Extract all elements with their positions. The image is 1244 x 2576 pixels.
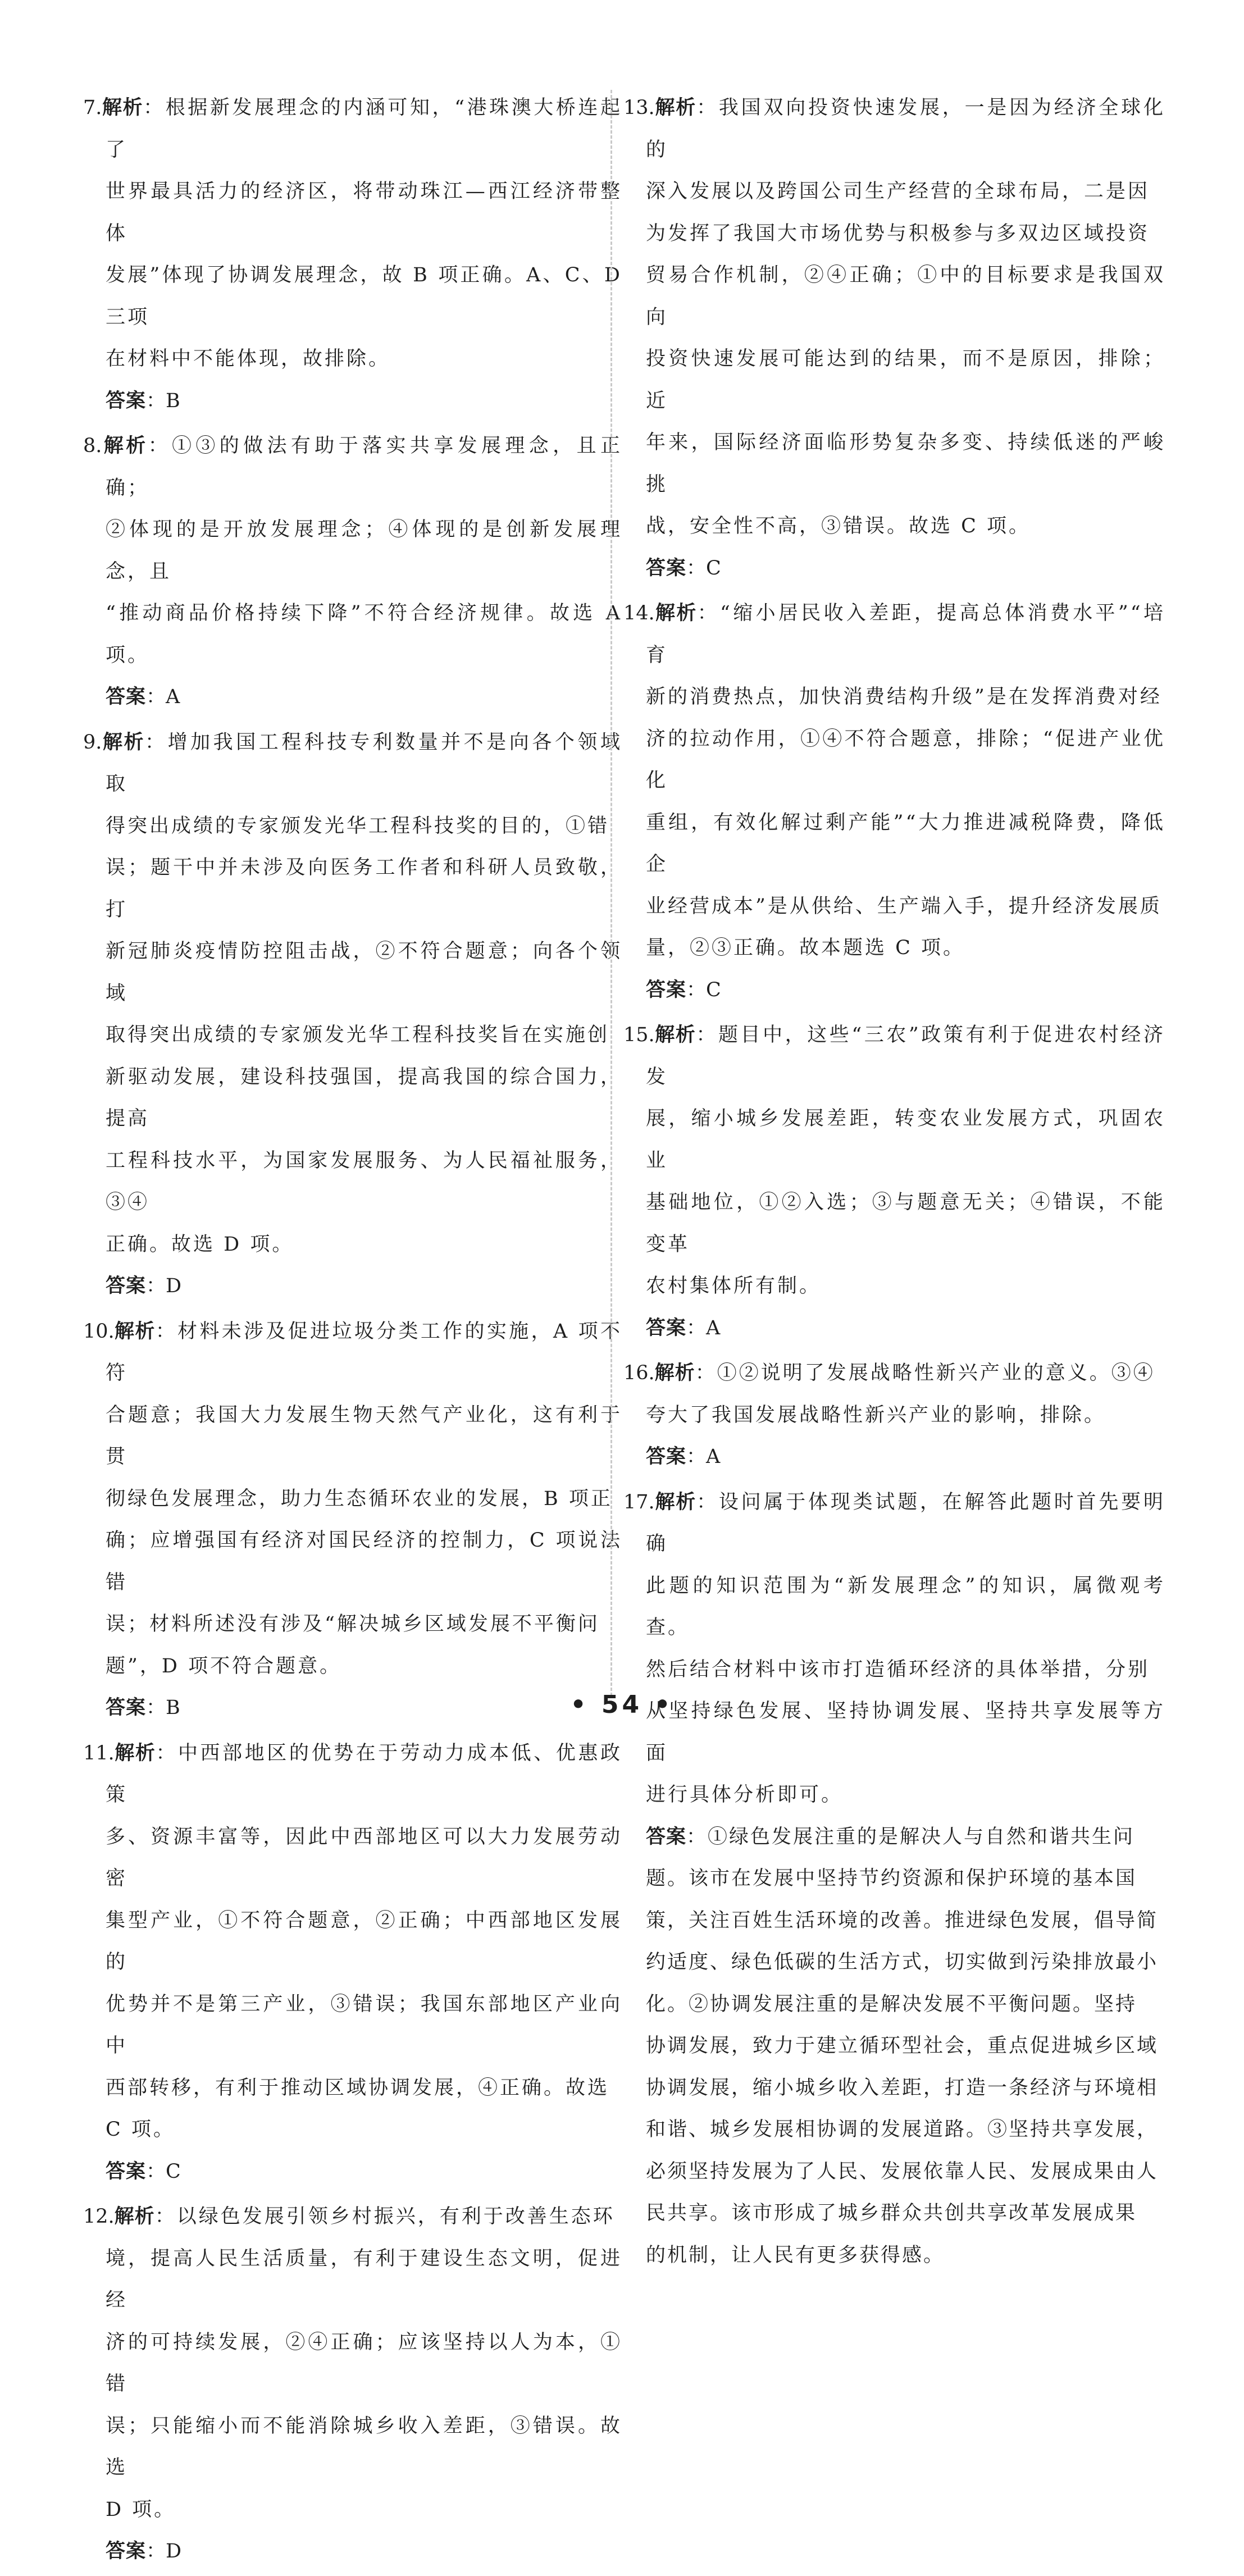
answer-text-line: 的机制，让人民有更多获得感。: [646, 2244, 945, 2267]
analysis-line: 取得突出成绩的专家颁发光华工程科技奖旨在实施创: [106, 1024, 610, 1046]
question-item: [83, 1732, 622, 2193]
analysis-line: 集型产业，①不符合题意，②正确；中西部地区发展的: [106, 1909, 622, 1973]
answer-line: 答案：C: [106, 2160, 181, 2183]
answer-line: 答案：C: [646, 978, 721, 1001]
analysis-line: 12.解析：以绿色发展引领乡村振兴，有利于改善生态环: [83, 2205, 615, 2228]
analysis-line: 投资快速发展可能达到的结果，而不是原因，排除；近: [646, 348, 1165, 412]
analysis-line: 西部转移，有利于推动区域协调发展，④正确。故选: [106, 2076, 610, 2099]
answer-text-line: 协调发展，缩小城乡收入差距，打造一条经济与环境相: [646, 2076, 1159, 2099]
analysis-line: 得突出成绩的专家颁发光华工程科技奖的目的，①错: [106, 814, 610, 837]
analysis-line: 8.解析：①③的做法有助于落实共享发展理念，且正确；: [83, 435, 622, 499]
analysis-line: 在材料中不能体现，故排除。: [106, 348, 391, 370]
question-number: 7.: [83, 97, 102, 119]
analysis-line: 误；题干中并未涉及向医务工作者和科研人员致敬，打: [106, 856, 622, 921]
analysis-line: 为发挥了我国大市场优势与积极参与多双边区域投资: [646, 222, 1150, 245]
analysis-line: 重组，有效化解过剩产能”“大力推进减税降费，降低企: [646, 811, 1165, 876]
question-item: [83, 722, 622, 1307]
analysis-line: 发展”体现了协调发展理念，故 B 项正确。A、C、D 三项: [106, 264, 622, 329]
analysis-line: 深入发展以及跨国公司生产经营的全球布局，二是因: [646, 180, 1150, 203]
answer-line: 答案：D: [106, 1275, 182, 1297]
analysis-line: 济的拉动作用，①④不符合题意，排除；“促进产业优化: [646, 727, 1165, 792]
analysis-label: 解析: [114, 1741, 156, 1765]
analysis-line: 题”，D 项不符合题意。: [106, 1654, 342, 1677]
analysis-line: 基础地位，①②入选；③与题意无关；④错误，不能变革: [646, 1191, 1165, 1256]
left-column: [83, 87, 622, 2576]
analysis-line: 此题的知识范围为“新发展理念”的知识，属微观考查。: [646, 1574, 1165, 1639]
answer-value: C: [706, 978, 721, 1001]
analysis-label: 解析: [102, 435, 148, 457]
question-item: [623, 1014, 1165, 1349]
answer-line: 答案：A: [646, 1316, 721, 1339]
analysis-line: 9.解析：增加我国工程科技专利数量并不是向各个领域取: [83, 731, 622, 795]
answer-line: 答案：B: [106, 1697, 180, 1719]
right-column: [623, 87, 1165, 2278]
analysis-line: 夸大了我国发展战略性新兴产业的影响，排除。: [646, 1403, 1106, 1426]
analysis-line: 贸易合作机制，②④正确；①中的目标要求是我国双向: [646, 264, 1165, 329]
answer-block: [646, 1816, 1165, 2277]
answer-text-line: 民共享。该市形成了城乡群众共创共享改革发展成果: [646, 2202, 1137, 2224]
question-number: 8.: [83, 435, 102, 457]
analysis-line: 进行具体分析即可。: [646, 1784, 844, 1806]
question-item: [623, 1481, 1165, 2277]
answer-value: C: [706, 557, 721, 580]
question-number: 14.: [623, 602, 655, 624]
answer-line: 答案：B: [106, 389, 180, 412]
page-number: • 54 •: [570, 1690, 674, 1719]
answer-text-line: 题。该市在发展中坚持节约资源和保护环境的基本国: [646, 1867, 1137, 1890]
analysis-label: 解析: [114, 1320, 156, 1343]
question-item: [623, 87, 1165, 589]
analysis-line: 新冠肺炎疫情防控阻击战，②不符合题意；向各个领域: [106, 940, 622, 1005]
analysis-line: 合题意；我国大力发展生物天然气产业化，这有利于贯: [106, 1403, 622, 1468]
answer-line: 答案：A: [106, 686, 180, 708]
analysis-label: 解析: [654, 97, 697, 119]
question-item: [83, 87, 622, 422]
answer-text-line: 答案：①绿色发展注重的是解决人与自然和谐共生问: [646, 1825, 1135, 1848]
question-item: [83, 1311, 622, 1729]
answer-value: C: [166, 2160, 181, 2183]
analysis-line: 工程科技水平，为国家发展服务、为人民福祉服务，③④: [106, 1149, 622, 1214]
analysis-line: 然后结合材料中该市打造循环经济的具体举措，分别: [646, 1658, 1150, 1681]
analysis-line: 7.解析：根据新发展理念的内涵可知，“港珠澳大桥连起了: [83, 97, 622, 161]
answer-text-line: 化。②协调发展注重的是解决发展不平衡问题。坚持: [646, 1993, 1137, 2016]
answer-value: B: [166, 389, 180, 412]
analysis-line: “推动商品价格持续下降”不符合经济规律。故选 A 项。: [106, 602, 622, 667]
answer-value: A: [706, 1316, 721, 1339]
analysis-line: ②体现的是开放发展理念；④体现的是创新发展理念，且: [106, 518, 622, 583]
analysis-line: 从坚持绿色发展、坚持协调发展、坚持共享发展等方面: [646, 1700, 1165, 1765]
answer-line: 答案：C: [646, 557, 721, 580]
question-item: [83, 2196, 622, 2573]
analysis-line: 优势并不是第三产业，③错误；我国东部地区产业向中: [106, 1993, 622, 2057]
analysis-line: 农村集体所有制。: [646, 1275, 822, 1297]
analysis-line: D 项。: [106, 2498, 176, 2521]
question-number: 9.: [83, 731, 102, 754]
analysis-line: 17.解析：设问属于体现类试题，在解答此题时首先要明确: [623, 1490, 1165, 1555]
question-number: 10.: [83, 1320, 115, 1343]
question-item: [623, 1352, 1165, 1478]
question-item: [83, 425, 622, 718]
analysis-line: 11.解析：中西部地区的优势在于劳动力成本低、优惠政策: [83, 1741, 622, 1806]
answer-text-line: 协调发展，致力于建立循环型社会，重点促进城乡区域: [646, 2035, 1159, 2057]
analysis-line: 济的可持续发展，②④正确；应该坚持以人为本，①错: [106, 2331, 622, 2395]
analysis-line: 世界最具活力的经济区，将带动珠江—西江经济带整体: [106, 180, 622, 245]
analysis-line: 13.解析：我国双向投资快速发展，一是因为经济全球化的: [623, 97, 1165, 161]
analysis-label: 解析: [654, 1490, 697, 1513]
answer-line: 答案：D: [106, 2540, 182, 2563]
analysis-line: 新的消费热点，加快消费结构升级”是在发挥消费对经: [646, 686, 1162, 708]
question-number: 16.: [623, 1362, 655, 1384]
question-number: 15.: [623, 1024, 655, 1046]
answer-text-line: 和谐、城乡发展相协调的发展道路。③坚持共享发展，: [646, 2118, 1159, 2141]
analysis-label: 解析: [654, 602, 698, 624]
question-item: [623, 592, 1165, 1011]
analysis-line: 14.解析：“缩小居民收入差距，提高总体消费水平”“培育: [623, 602, 1165, 667]
analysis-label: 解析: [102, 97, 144, 119]
analysis-line: 16.解析：①②说明了发展战略性新兴产业的意义。③④: [623, 1362, 1155, 1384]
analysis-line: 新驱动发展，建设科技强国，提高我国的综合国力，提高: [106, 1065, 622, 1130]
analysis-line: C 项。: [106, 2118, 175, 2141]
analysis-label: 解析: [102, 731, 145, 754]
analysis-line: 彻绿色发展理念，助力生态循环农业的发展，B 项正: [106, 1487, 613, 1510]
analysis-line: 误；只能缩小而不能消除城乡收入差距，③错误。故选: [106, 2414, 622, 2479]
analysis-line: 展，缩小城乡发展差距，转变农业发展方式，巩固农业: [646, 1107, 1165, 1172]
question-number: 11.: [83, 1741, 115, 1765]
analysis-line: 确；应增强国有经济对国民经济的控制力，C 项说法错: [106, 1529, 622, 1594]
question-number: 13.: [623, 97, 655, 119]
analysis-label: 解析: [654, 1362, 695, 1384]
answer-text-line: 策，关注百姓生活环境的改善。推进绿色发展，倡导简: [646, 1909, 1159, 1932]
analysis-line: 正确。故选 D 项。: [106, 1233, 294, 1256]
column-divider: [610, 90, 612, 1696]
answer-value: B: [166, 1697, 180, 1719]
answer-text-line: 必须坚持发展为了人民、发展依靠人民、发展成果由人: [646, 2160, 1159, 2183]
question-number: 17.: [623, 1490, 655, 1513]
analysis-label: 解析: [114, 2205, 155, 2228]
question-number: 12.: [83, 2205, 115, 2228]
answer-line: 答案：A: [646, 1446, 721, 1468]
answer-value: D: [166, 1275, 182, 1297]
answer-value: A: [166, 686, 180, 708]
answer-value: A: [706, 1446, 721, 1468]
analysis-line: 多、资源丰富等，因此中西部地区可以大力发展劳动密: [106, 1825, 622, 1890]
analysis-line: 境，提高人民生活质量，有利于建设生态文明，促进经: [106, 2247, 622, 2311]
analysis-line: 年来，国际经济面临形势复杂多变、持续低迷的严峻挑: [646, 431, 1165, 496]
answer-text-line: 约适度、绿色低碳的生活方式，切实做到污染排放最小: [646, 1951, 1159, 1973]
analysis-line: 业经营成本”是从供给、生产端入手，提升经济发展质: [646, 895, 1162, 918]
analysis-line: 战，安全性不高，③错误。故选 C 项。: [646, 515, 1031, 537]
answer-value: D: [166, 2540, 182, 2563]
analysis-line: 15.解析：题目中，这些“三农”政策有利于促进农村经济发: [623, 1024, 1165, 1088]
analysis-line: 误；材料所述没有涉及“解决城乡区域发展不平衡问: [106, 1613, 600, 1635]
analysis-label: 解析: [654, 1024, 696, 1046]
analysis-line: 10.解析：材料未涉及促进垃圾分类工作的实施，A 项不符: [83, 1320, 622, 1384]
analysis-line: 量，②③正确。故本题选 C 项。: [646, 937, 965, 959]
